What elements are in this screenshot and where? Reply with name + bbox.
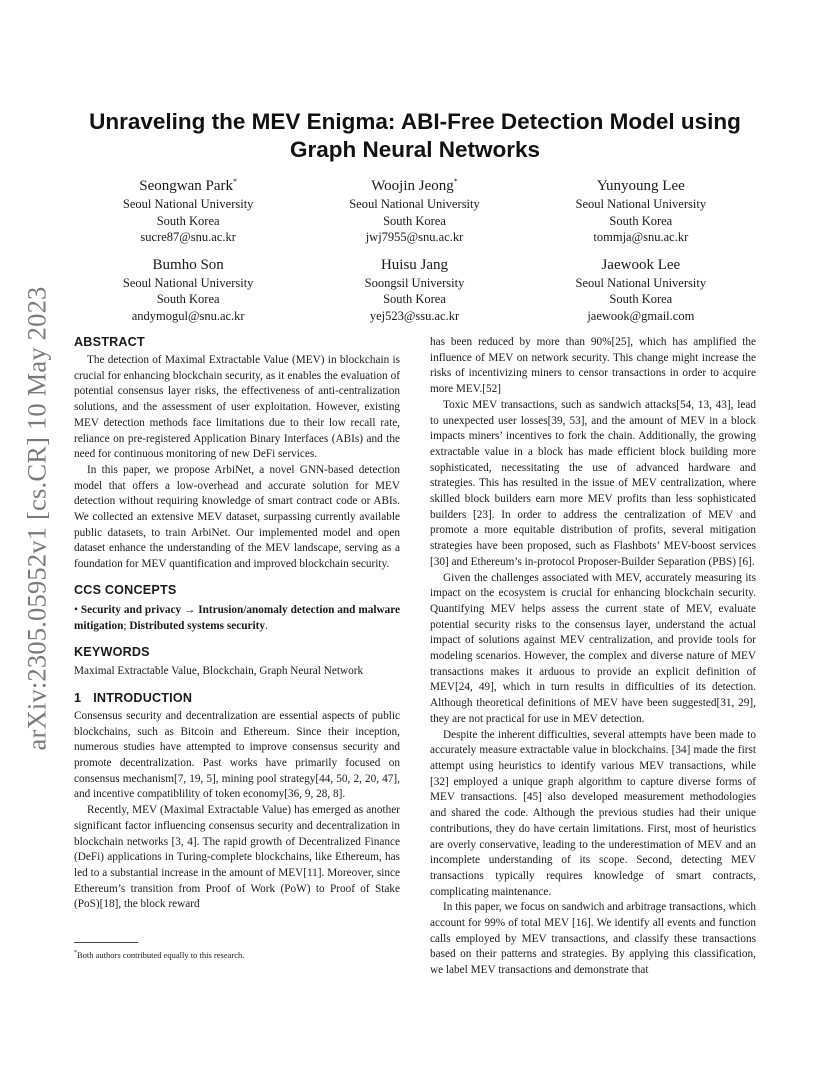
- section-title: INTRODUCTION: [93, 690, 193, 705]
- author-name: Yunyoung Lee: [596, 178, 685, 194]
- paper-title: Unraveling the MEV Enigma: ABI-Free Detection Model using Graph Neural Networks: [89, 109, 741, 162]
- left-column: [74, 334, 400, 913]
- author-2: [301, 177, 527, 246]
- author-country: South Korea: [383, 292, 446, 306]
- abstract-heading: ABSTRACT: [74, 335, 145, 349]
- footnote-rule: [74, 942, 138, 943]
- author-name: Huisu Jang: [380, 256, 449, 273]
- introduction-heading: [74, 690, 400, 706]
- footnote-text: Both authors contributed equally to this research.: [77, 949, 245, 960]
- author-5: [301, 256, 527, 325]
- section-number: 1: [74, 690, 82, 705]
- ccs-concept-2: Distributed systems security: [129, 619, 265, 632]
- intro-paragraph: Given the challenges associated with MEV, accurately measuring its impact on the ecosystem is crucial for enhancing blockchain security. Quantifying MEV helps assess the current state of MEV, evaluate potential security risks to the consensus layer, understand the actual impact of solutions against MEV centralization, and provide tools for modeling scenarios. However, the complex and diverse nature of MEV transactions makes it arduous to provide an explicit definition of MEV[24, 49], which in turn results in difficulties of its detection. Although theoretical definitions of MEV have been suggested[31, 29], they are not practical for use in MEV detection.: [430, 571, 756, 725]
- author-1: [75, 177, 301, 246]
- author-email: andymogul@snu.ac.kr: [131, 308, 245, 323]
- author-country: South Korea: [156, 213, 220, 228]
- abstract-paragraph: In this paper, we propose ArbiNet, a novel GNN-based detection model that offers a low-overhead and accurate solution for MEV detection without requiring knowledge of smart contract code or ABIs. We collected an extensive MEV dataset, surpassing currently available public datasets, to train ArbiNet. Our implemented model and open dataset enhance the understanding of the MEV landscape, serving as a foundation for MEV quantification and improved blockchain security.: [74, 463, 400, 571]
- author-country: South Korea: [609, 213, 673, 228]
- intro-paragraph: Despite the inherent difficulties, several attempts have been made to accurately measure extractable value in blockchains. [34] made the first attempt using heuristics to identify various MEV transactions, while [32] employed a unique graph algorithm to capture diverse forms of MEV transactions. [45] also developed measurement methodologies and shared the code. Although the previous studies had their unique contributions, they do have certain limitations. First, most of heuristics are overly conservative, leading to the underestimation of MEV and an incomplete understanding of its scope. Second, detecting MEV transactions typically requires knowledge of smart contracts, complicating maintenance.: [430, 728, 756, 898]
- intro-paragraph: Toxic MEV transactions, such as sandwich attacks[54, 13, 43], lead to unexpected user losses[39, 53], and the amount of MEV in a block impacts miners’ incentives to fork the chain. Additionally, the growing extractable value in a block has made efficient block building more sophisticated, necessitating the use of advanced hardware and strategies. This has resulted in the issue of MEV centralization, where skilled block builders earn more MEV profits than less sophisticated builders [23]. In order to address the centralization of MEV and promote a more equitable distribution of profits, several mitigation strategies have been proposed, such as Flashbots’ MEV-boost services [30] and Ethereum’s in-protocol Proposer-Builder Separation (PBS) [6].: [430, 398, 756, 568]
- author-email: jwj7955@snu.ac.kr: [365, 230, 464, 244]
- author-name: Seongwan Park: [139, 178, 234, 194]
- right-column: [430, 335, 756, 979]
- keywords-text: Maximal Extractable Value, Blockchain, Graph Neural Network: [74, 665, 364, 678]
- author-email: tommja@snu.ac.kr: [593, 230, 689, 244]
- author-name: Jaewook Lee: [601, 256, 681, 273]
- author-affiliation: Soongsil University: [364, 275, 465, 290]
- author-block: [75, 177, 754, 324]
- ccs-concepts-heading: CCS CONCEPTS: [74, 582, 177, 597]
- author-email: jaewook@gmail.com: [587, 308, 695, 323]
- footnote-mark: *: [74, 950, 77, 956]
- ccs-separator: ;: [123, 619, 130, 632]
- arxiv-identifier: arXiv:2305.05952v1 [cs.CR] 10 May 2023: [21, 286, 52, 750]
- equal-contribution-mark: *: [453, 177, 458, 186]
- author-email: sucre87@snu.ac.kr: [140, 230, 236, 244]
- author-country: South Korea: [383, 213, 446, 228]
- author-affiliation: Seoul National University: [122, 275, 254, 290]
- author-affiliation: Seoul National University: [575, 197, 707, 211]
- footnote: [74, 948, 404, 961]
- intro-paragraph: Consensus security and decentralization are essential aspects of public blockchains, such as Bitcoin and Ethereum. Since their inception, numerous studies have attempted to improve consensus security and promote decentralization. Past works have primarily focused on consensus mechanism[7, 19, 5], mining pool strategy[44, 50, 2, 20, 47], and incentive compatiblility of token economy[36, 9, 28, 8].: [74, 709, 400, 801]
- intro-paragraph: In this paper, we focus on sandwich and arbitrage transactions, which account for 99% of total MEV [16]. We identify all events and function calls employed by MEV transactions, and classify these transactions based on their patterns and strategies. By applying this classification, we label MEV transactions and demonstrate that: [430, 901, 756, 977]
- keywords-heading: KEYWORDS: [74, 645, 150, 660]
- intro-paragraph: Recently, MEV (Maximal Extractable Value) has emerged as another significant factor influencing consensus security and decentralization in blockchain networks [3, 4]. The rapid growth of Decentralized Finance (DeFi) applications in Turing-complete blockchains, like Ethereum, has led to a substantial increase in the amount of MEV[11]. Moreover, since Ethereum’s transition from Proof of Work (PoW) to Proof of Stake (PoS)[18], the block reward: [74, 804, 400, 911]
- author-3: [528, 177, 754, 246]
- author-affiliation: Seoul National University: [349, 197, 480, 211]
- author-name: Woojin Jeong: [371, 178, 454, 194]
- ccs-bullet: •: [74, 603, 78, 616]
- ccs-concept-1: Security and privacy → Intrusion/anomaly detection and malware mitigation: [74, 603, 400, 632]
- author-email: yej523@ssu.ac.kr: [369, 308, 460, 323]
- ccs-end: .: [264, 619, 268, 632]
- author-affiliation: Seoul National University: [575, 275, 707, 290]
- author-country: South Korea: [609, 292, 673, 306]
- ccs-concepts-text: [74, 603, 400, 634]
- abstract-paragraph: The detection of Maximal Extractable Value (MEV) in blockchain is crucial for enhancing blockchain security, as it enables the evaluation of potential consensus layer risks, the effectiveness of anti-centralization solutions, and the assessment of user exploitation. However, existing MEV detection methods face limitations due to their low recall rate, reliance on pre-registered Application Binary Interfaces (ABIs) and the need for continuous monitoring of new DeFi services.: [74, 354, 400, 461]
- equal-contribution-mark: *: [233, 177, 238, 186]
- author-4: [75, 256, 301, 325]
- author-affiliation: Seoul National University: [122, 197, 254, 211]
- author-country: South Korea: [156, 292, 220, 306]
- author-6: [528, 256, 754, 325]
- author-name: Bumho Son: [152, 256, 224, 273]
- intro-paragraph-continued: has been reduced by more than 90%[25], which has amplified the influence of MEV on network security. This change might increase the risks of incentivizing miners to censor transactions in order to acquire more MEV.[52]: [430, 336, 756, 396]
